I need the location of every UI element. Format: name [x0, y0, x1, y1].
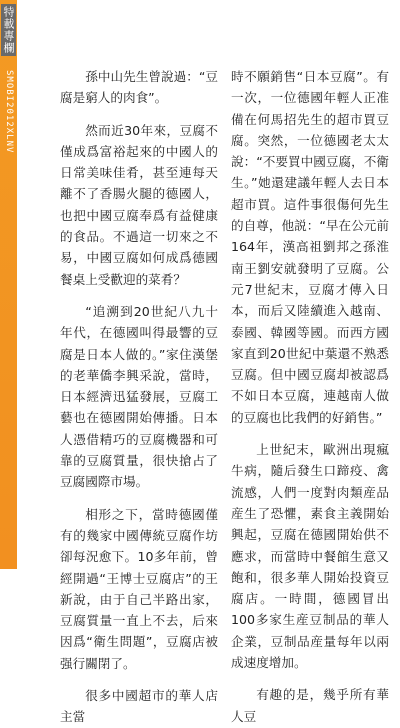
left-column	[60, 66, 218, 728]
paragraph: 相形之下，當時德國僅有的幾家中國傳統豆腐作坊卻每況愈下。10多年前，曾經開過“王博士豆腐店”的王新說，由于自己半路出家，豆腐質量一直上不去，后來因爲“衛生問題”，豆腐店被强行關閉了。	[60, 506, 218, 671]
paragraph: 時不願銷售“日本豆腐”。有一次，一位德國年輕人正准備在何馬招先生的超市買豆腐。突然，一位德國老太太說：“不要買中國豆腐，不衛生。”她還建議年輕人去日本超市買。這件事很傷何先生的自尊，他説：“早在公元前164年，漢高祖劉邦之孫淮南王劉安就發明了豆腐。公元7世紀末，豆腐才傳入日本，而后又陸續進入越南、泰國、韓國等國。而西方國家直到20世紀中葉還不熟悉豆腐。但中國豆腐却被認爲不如日本豆腐，連越南人做的豆腐也比我們的好銷售。”	[231, 69, 389, 425]
issue-code: SMOBI2012XLNV	[4, 70, 14, 154]
paragraph: 很多中國超市的華人店主當	[60, 688, 218, 725]
paragraph: 然而近30年來，豆腐不僅成爲富裕起來的中國人的日常美味佳肴，甚至連每天離不了香腸火腿的德國人，也把中國豆腐奉爲有益健康的食品。不過這一切來之不易，中國豆腐如何成爲德國餐桌上受歡迎的菜肴？	[60, 122, 218, 287]
paragraph: “追溯到20世紀八九十年代，在德國叫得最響的豆腐是日本人做的。”家住漢堡的老華僑李興采說，當時，日本經濟迅猛發展，豆腐工藝也在德國開始傳播。日本人憑借精巧的豆腐機器和可靠的豆腐質量，很快搶占了豆腐國際市場。	[60, 303, 218, 490]
section-title: 特載專欄	[2, 6, 15, 54]
paragraph: 孫中山先生曾說過：“豆腐是窮人的肉食”。	[60, 69, 218, 106]
right-column	[231, 66, 389, 727]
paragraph: 上世紀末，歐洲出現瘋牛病，隨后發生口蹄疫、禽流感，人們一度對肉類産品産生了恐懼，素食主義開始興起，豆腐在德國開始供不應求，而當時中餐館生意又飽和，很多華人開始投資豆腐店。一時間，德國冒出100多家生産豆制品的華人企業，豆制品産量每年以兩成速度增加。	[231, 442, 389, 671]
side-bar	[0, 0, 17, 569]
paragraph: 有趣的是，幾乎所有華人豆	[231, 687, 389, 724]
